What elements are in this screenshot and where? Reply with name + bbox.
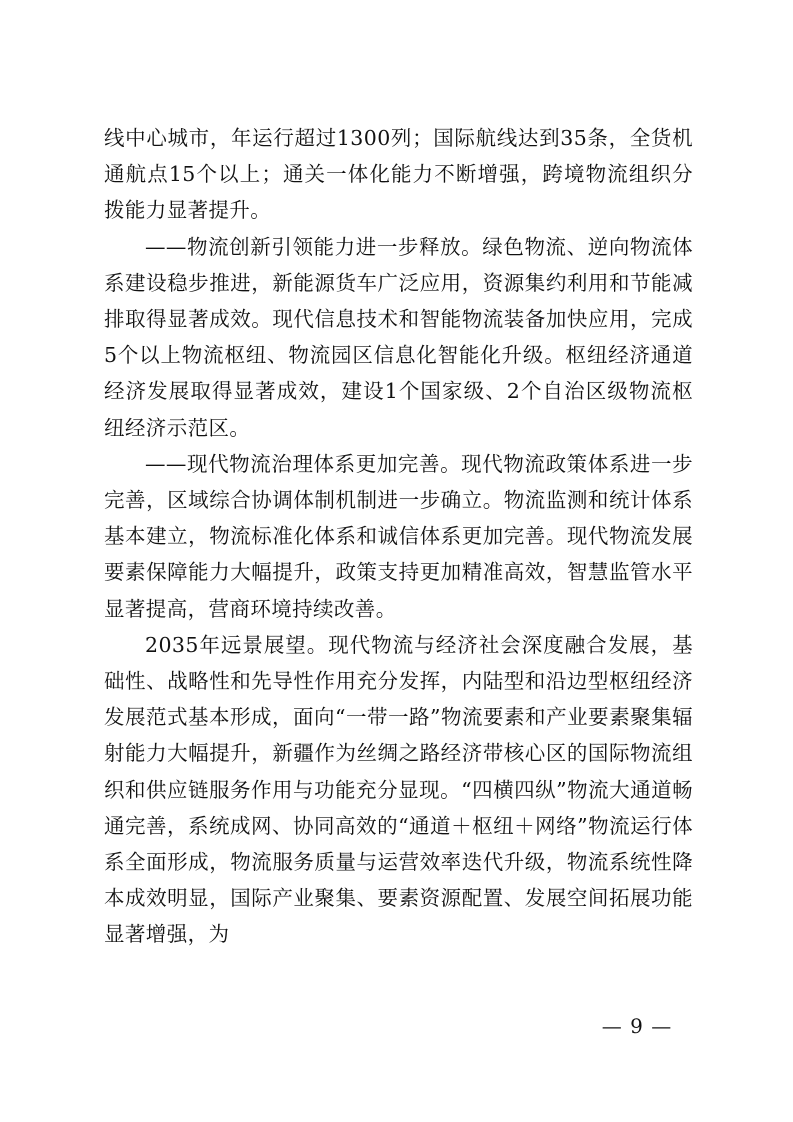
paragraph-1: 线中心城市，年运行超过1300列；国际航线达到35条，全货机通航点15个以上；通关一体化能力不断增强，跨境物流组织分拨能力显著提升。 — [104, 126, 693, 223]
body-text — [104, 120, 693, 953]
paragraph-2: ——物流创新引领能力进一步释放。绿色物流、逆向物流体系建设稳步推进，新能源货车广泛应用，资源集约利用和节能减排取得显著成效。现代信息技术和智能物流装备加快应用，完成5个以上物流枢纽、物流园区信息化智能化升级。枢纽经济通道经济发展取得显著成效，建设1个国家级、2个自治区级物流枢纽经济示范区。 — [104, 234, 693, 440]
paragraph-3: ——现代物流治理体系更加完善。现代物流政策体系进一步完善，区域综合协调体制机制进一步确立。物流监测和统计体系基本建立，物流标准化体系和诚信体系更加完善。现代物流发展要素保障能力大幅提升，政策支持更加精准高效，智慧监管水平显著提高，营商环境持续改善。 — [104, 451, 693, 621]
page-number: — 9 — — [601, 1014, 673, 1038]
paragraph-4: 2035年远景展望。现代物流与经济社会深度融合发展，基础性、战略性和先导性作用充分发挥，内陆型和沿边型枢纽经济发展范式基本形成，面向“一带一路”物流要素和产业要素聚集辐射能力大幅提升，新疆作为丝绸之路经济带核心区的国际物流组织和供应链服务作用与功能充分显现。“四横四纵”物流大通道畅通完善，系统成网、协同高效的“通道＋枢纽＋网络”物流运行体系全面形成，物流服务质量与运营效率迭代升级，物流系统性降本成效明显，国际产业聚集、要素资源配置、发展空间拓展功能显著增强，为 — [104, 632, 693, 947]
